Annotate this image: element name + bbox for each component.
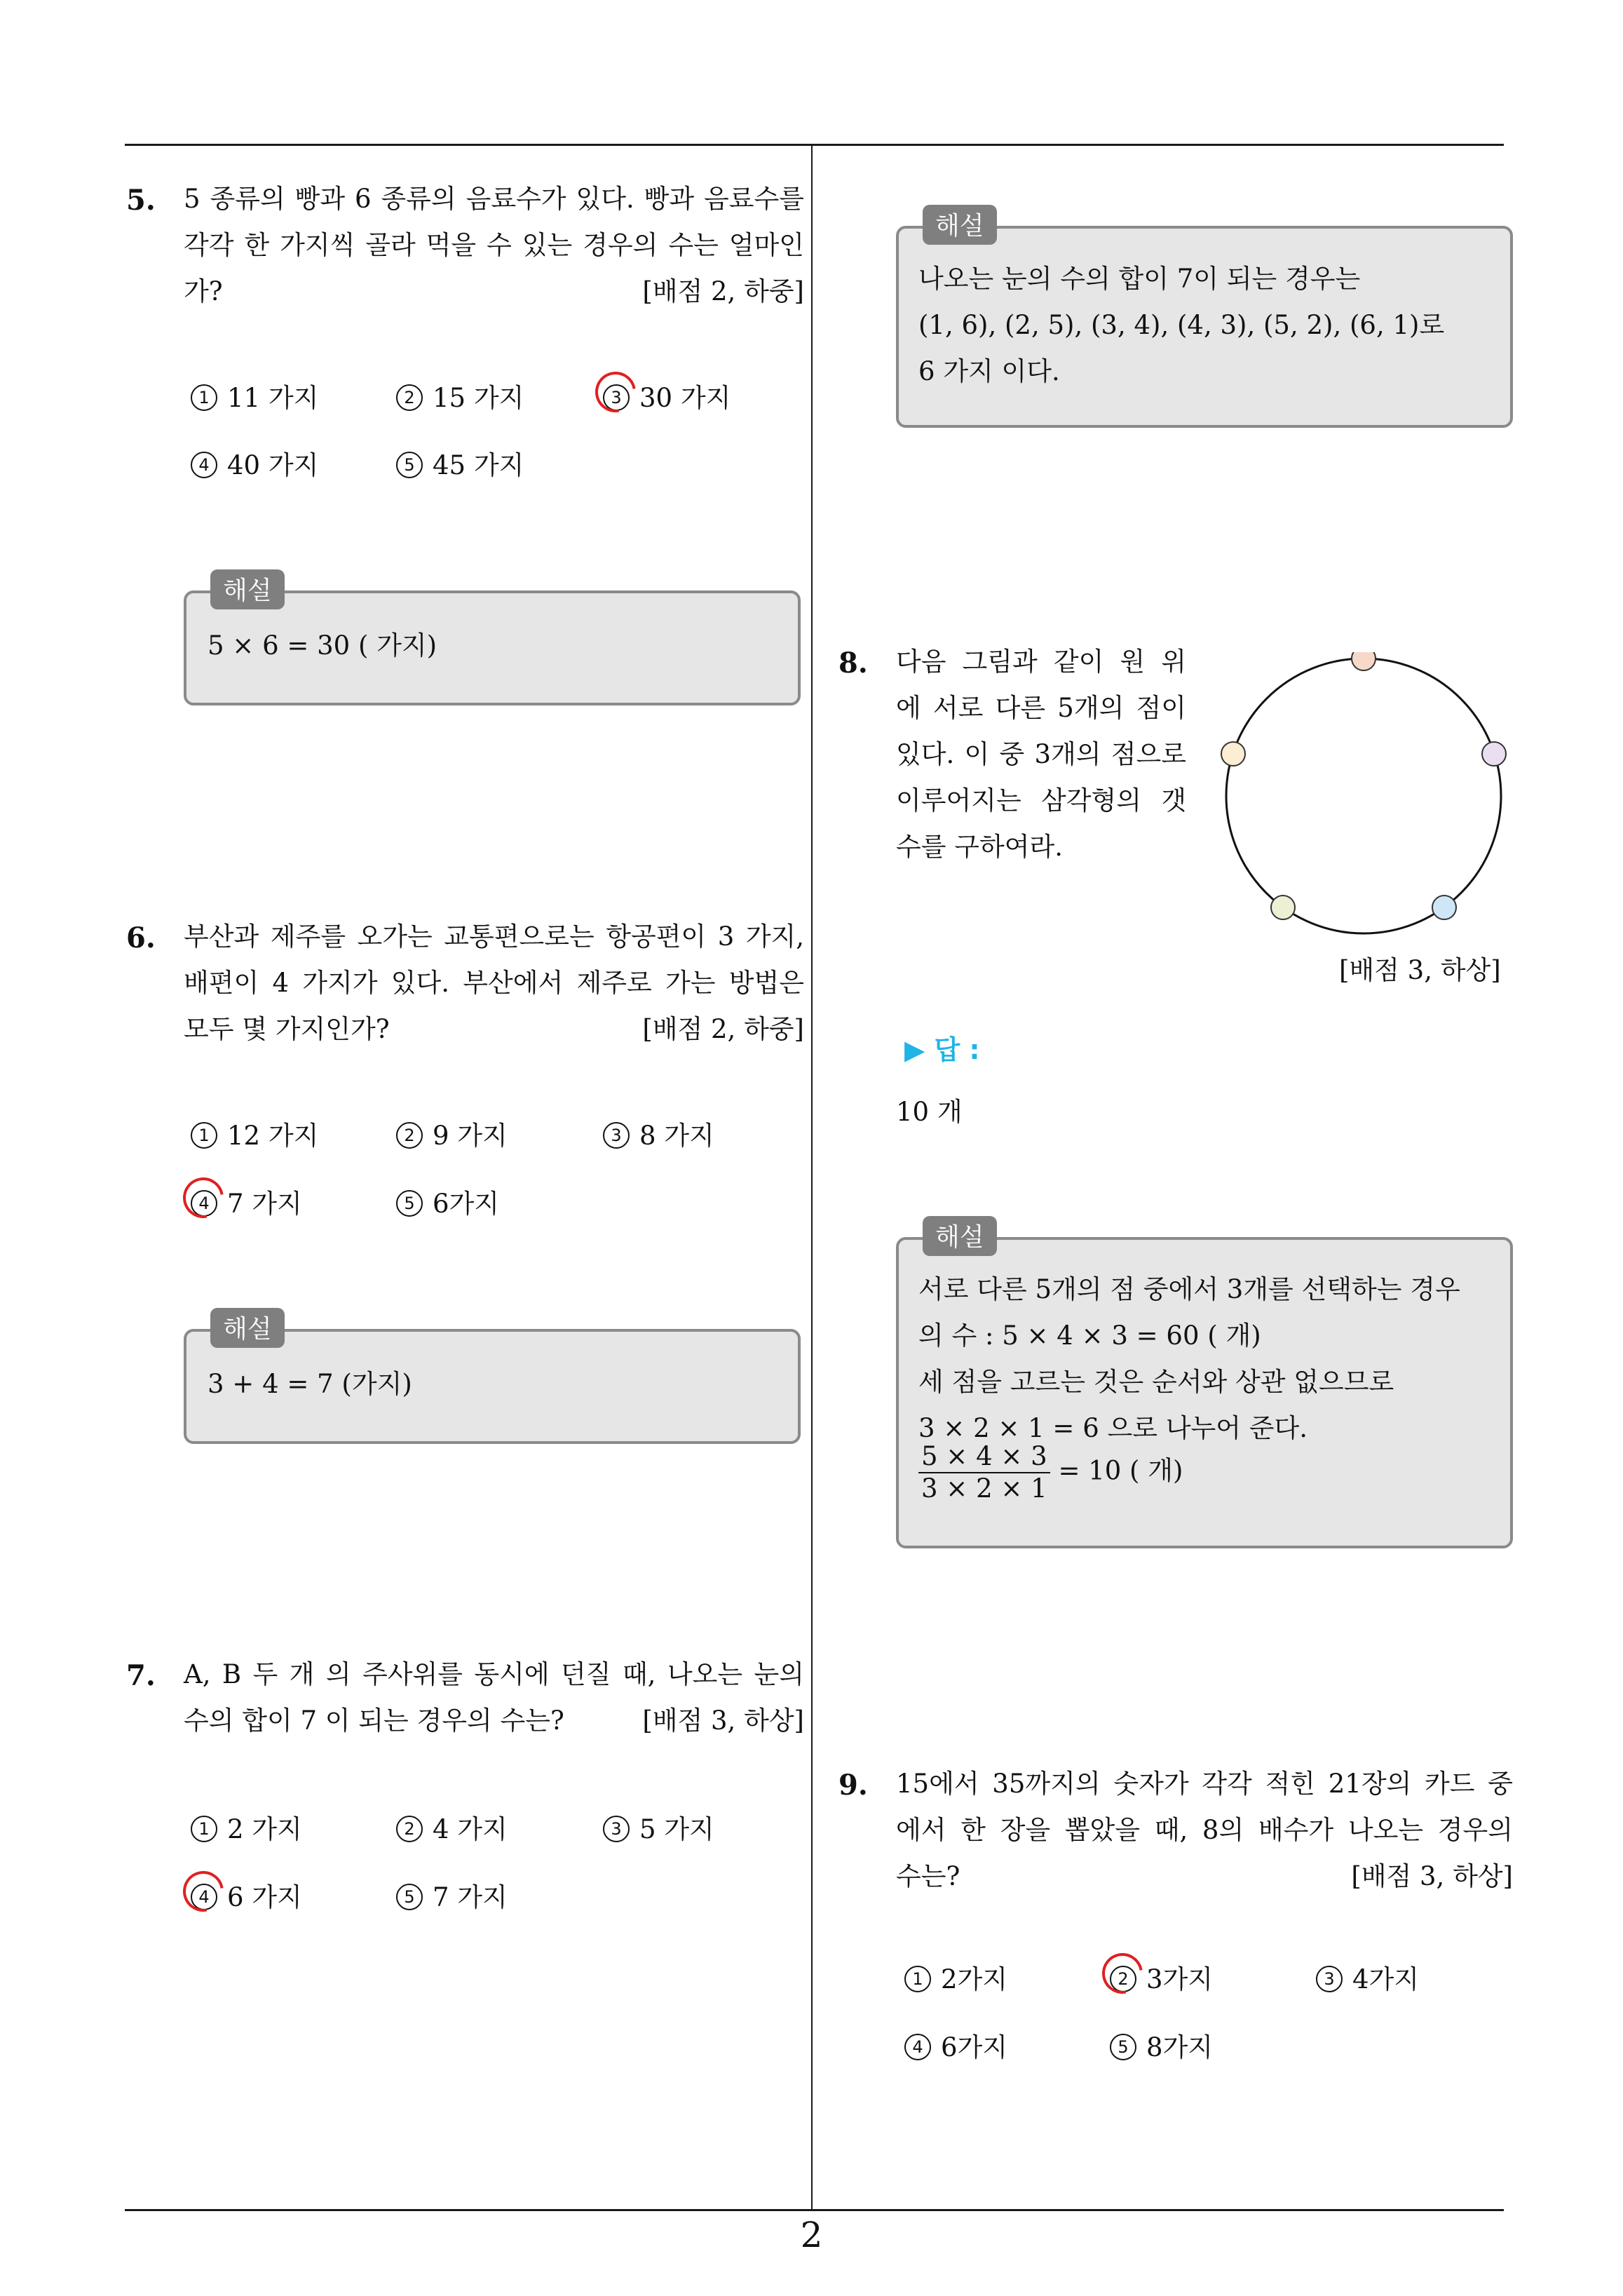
option-number: 3 — [1316, 1966, 1343, 1992]
option-number: 4 — [191, 452, 217, 478]
option-number: 5 — [1110, 2034, 1136, 2060]
q7-option-4[interactable]: 4 6 가지 — [191, 1876, 302, 1914]
option-number: 2 — [1110, 1966, 1136, 1992]
q7-option-3[interactable]: 3 5 가지 — [603, 1808, 714, 1846]
point-bottom-right — [1432, 896, 1456, 919]
question-8-text: 다음 그림과 같이 원 위 에 서로 다른 5개의 점이 있다. 이 중 3개의 점으로 이루어지는 삼각형의 갯 수를 구하여라. — [896, 647, 1186, 862]
q9-option-5[interactable]: 5 8가지 — [1110, 2026, 1213, 2064]
option-number: 4 — [904, 2034, 931, 2060]
point-right — [1482, 742, 1506, 766]
q6-option-2[interactable]: 2 9 가지 — [396, 1114, 508, 1152]
q7-option-2[interactable]: 2 4 가지 — [396, 1808, 508, 1846]
question-5-text: 5 종류의 빵과 6 종류의 음료수가 있다. 빵과 음료수를 각각 한 가지씩 골라 먹을 수 있는 경우의 수는 얼마인 가? [배점 2, 하중] — [184, 176, 804, 315]
score-label: [배점 2, 하중] — [642, 1014, 804, 1044]
option-number: 1 — [191, 384, 217, 411]
q5-option-1[interactable]: 1 11 가지 — [191, 377, 318, 414]
solution-8-fraction: $\frac{5 \times 4 \times 3}{3 \times 2 \times 1}$ = 10 ( 개) — [918, 1441, 1183, 1504]
point-top — [1352, 652, 1376, 670]
q9-option-4[interactable]: 4 6가지 — [904, 2026, 1007, 2064]
q5-option-4[interactable]: 4 40 가지 — [191, 444, 318, 482]
q5-option-2[interactable]: 2 15 가지 — [396, 377, 524, 414]
circle-outline — [1226, 659, 1501, 933]
solution-5-text: 5 × 6 = 30 ( 가지) — [208, 630, 437, 661]
point-bottom-left — [1271, 896, 1295, 919]
solution-tag: 해설 — [923, 205, 997, 245]
option-number: 2 — [396, 1122, 423, 1149]
option-number: 5 — [396, 452, 423, 478]
answer-label: ▶ 답 : — [904, 1034, 980, 1065]
solution-6-text: 3 + 4 = 7 (가지) — [208, 1369, 412, 1399]
question-number-8: 8. — [838, 647, 868, 680]
solution-tag: 해설 — [210, 569, 285, 609]
question-number-9: 9. — [838, 1769, 868, 1802]
question-7-text: A, B 두 개 의 주사위를 동시에 던질 때, 나오는 눈의 수의 합이 7 이 되는 경우의 수는? [배점 3, 하상] — [184, 1652, 804, 1744]
q9-option-3[interactable]: 3 4가지 — [1316, 1958, 1419, 1996]
q6-option-1[interactable]: 1 12 가지 — [191, 1114, 318, 1152]
solution-tag: 해설 — [210, 1308, 285, 1348]
option-number: 1 — [191, 1816, 217, 1842]
option-number: 1 — [904, 1966, 931, 1992]
q9-option-1[interactable]: 1 2가지 — [904, 1958, 1007, 1996]
top-rule — [125, 144, 1504, 146]
q7-option-5[interactable]: 5 7 가지 — [396, 1876, 508, 1914]
option-number: 3 — [603, 1122, 630, 1149]
score-label: [배점 3, 하상] — [1339, 955, 1501, 985]
q6-option-5[interactable]: 5 6가지 — [396, 1182, 499, 1220]
solution-8-text: 서로 다른 5개의 점 중에서 3개를 선택하는 경우 의 수 : 5 × 4 × 3 = 60 ( 개) 세 점을 고르는 것은 순서와 상관 없으므로 3 × 2 × 1 = 6 으로 나누어 준다. — [918, 1274, 1460, 1443]
q6-option-3[interactable]: 3 8 가지 — [603, 1114, 714, 1152]
option-number: 3 — [603, 1816, 630, 1842]
question-6-text: 부산과 제주를 오가는 교통편으로는 항공편이 3 가지, 배편이 4 가지가 있다. 부산에서 제주로 가는 방법은 모두 몇 가지인가? [배점 2, 하중] — [184, 914, 804, 1053]
option-number: 1 — [191, 1122, 217, 1149]
q7-option-1[interactable]: 1 2 가지 — [191, 1808, 302, 1846]
option-number: 3 — [603, 384, 630, 411]
question-number-7: 7. — [126, 1659, 156, 1692]
score-label: [배점 2, 하중] — [642, 276, 804, 306]
point-left — [1221, 742, 1245, 766]
solution-tag: 해설 — [923, 1216, 997, 1256]
option-number: 5 — [396, 1190, 423, 1217]
column-divider — [811, 144, 813, 2209]
solution-7-text: 나오는 눈의 수의 합이 7이 되는 경우는 (1, 6), (2, 5), (3, 4), (4, 3), (5, 2), (6, 1)로 6 가지 이다. — [918, 264, 1445, 386]
answer-value: 10 개 — [896, 1097, 963, 1127]
option-number: 4 — [191, 1190, 217, 1217]
score-label: [배점 3, 하상] — [642, 1706, 804, 1736]
question-number-6: 6. — [126, 921, 156, 954]
circle-figure — [1220, 652, 1507, 940]
fraction: $\frac{5 \times 4 \times 3}{3 \times 2 \times 1}$ — [918, 1441, 1050, 1504]
question-9-text: 15에서 35까지의 숫자가 각각 적힌 21장의 카드 중 에서 한 장을 뽑았을 때, 8의 배수가 나오는 경우의 수는? [배점 3, 하상] — [896, 1761, 1513, 1900]
page-number: 2 — [800, 2215, 823, 2255]
score-label: [배점 3, 하상] — [1351, 1861, 1513, 1891]
q6-option-4[interactable]: 4 7 가지 — [191, 1182, 302, 1220]
q5-option-3[interactable]: 3 30 가지 — [603, 377, 731, 414]
bottom-rule — [125, 2209, 1504, 2211]
option-number: 2 — [396, 1816, 423, 1842]
option-number: 4 — [191, 1884, 217, 1910]
question-number-5: 5. — [126, 184, 156, 217]
option-number: 2 — [396, 384, 423, 411]
q9-option-2[interactable]: 2 3가지 — [1110, 1958, 1213, 1996]
option-number: 5 — [396, 1884, 423, 1910]
q5-option-5[interactable]: 5 45 가지 — [396, 444, 524, 482]
